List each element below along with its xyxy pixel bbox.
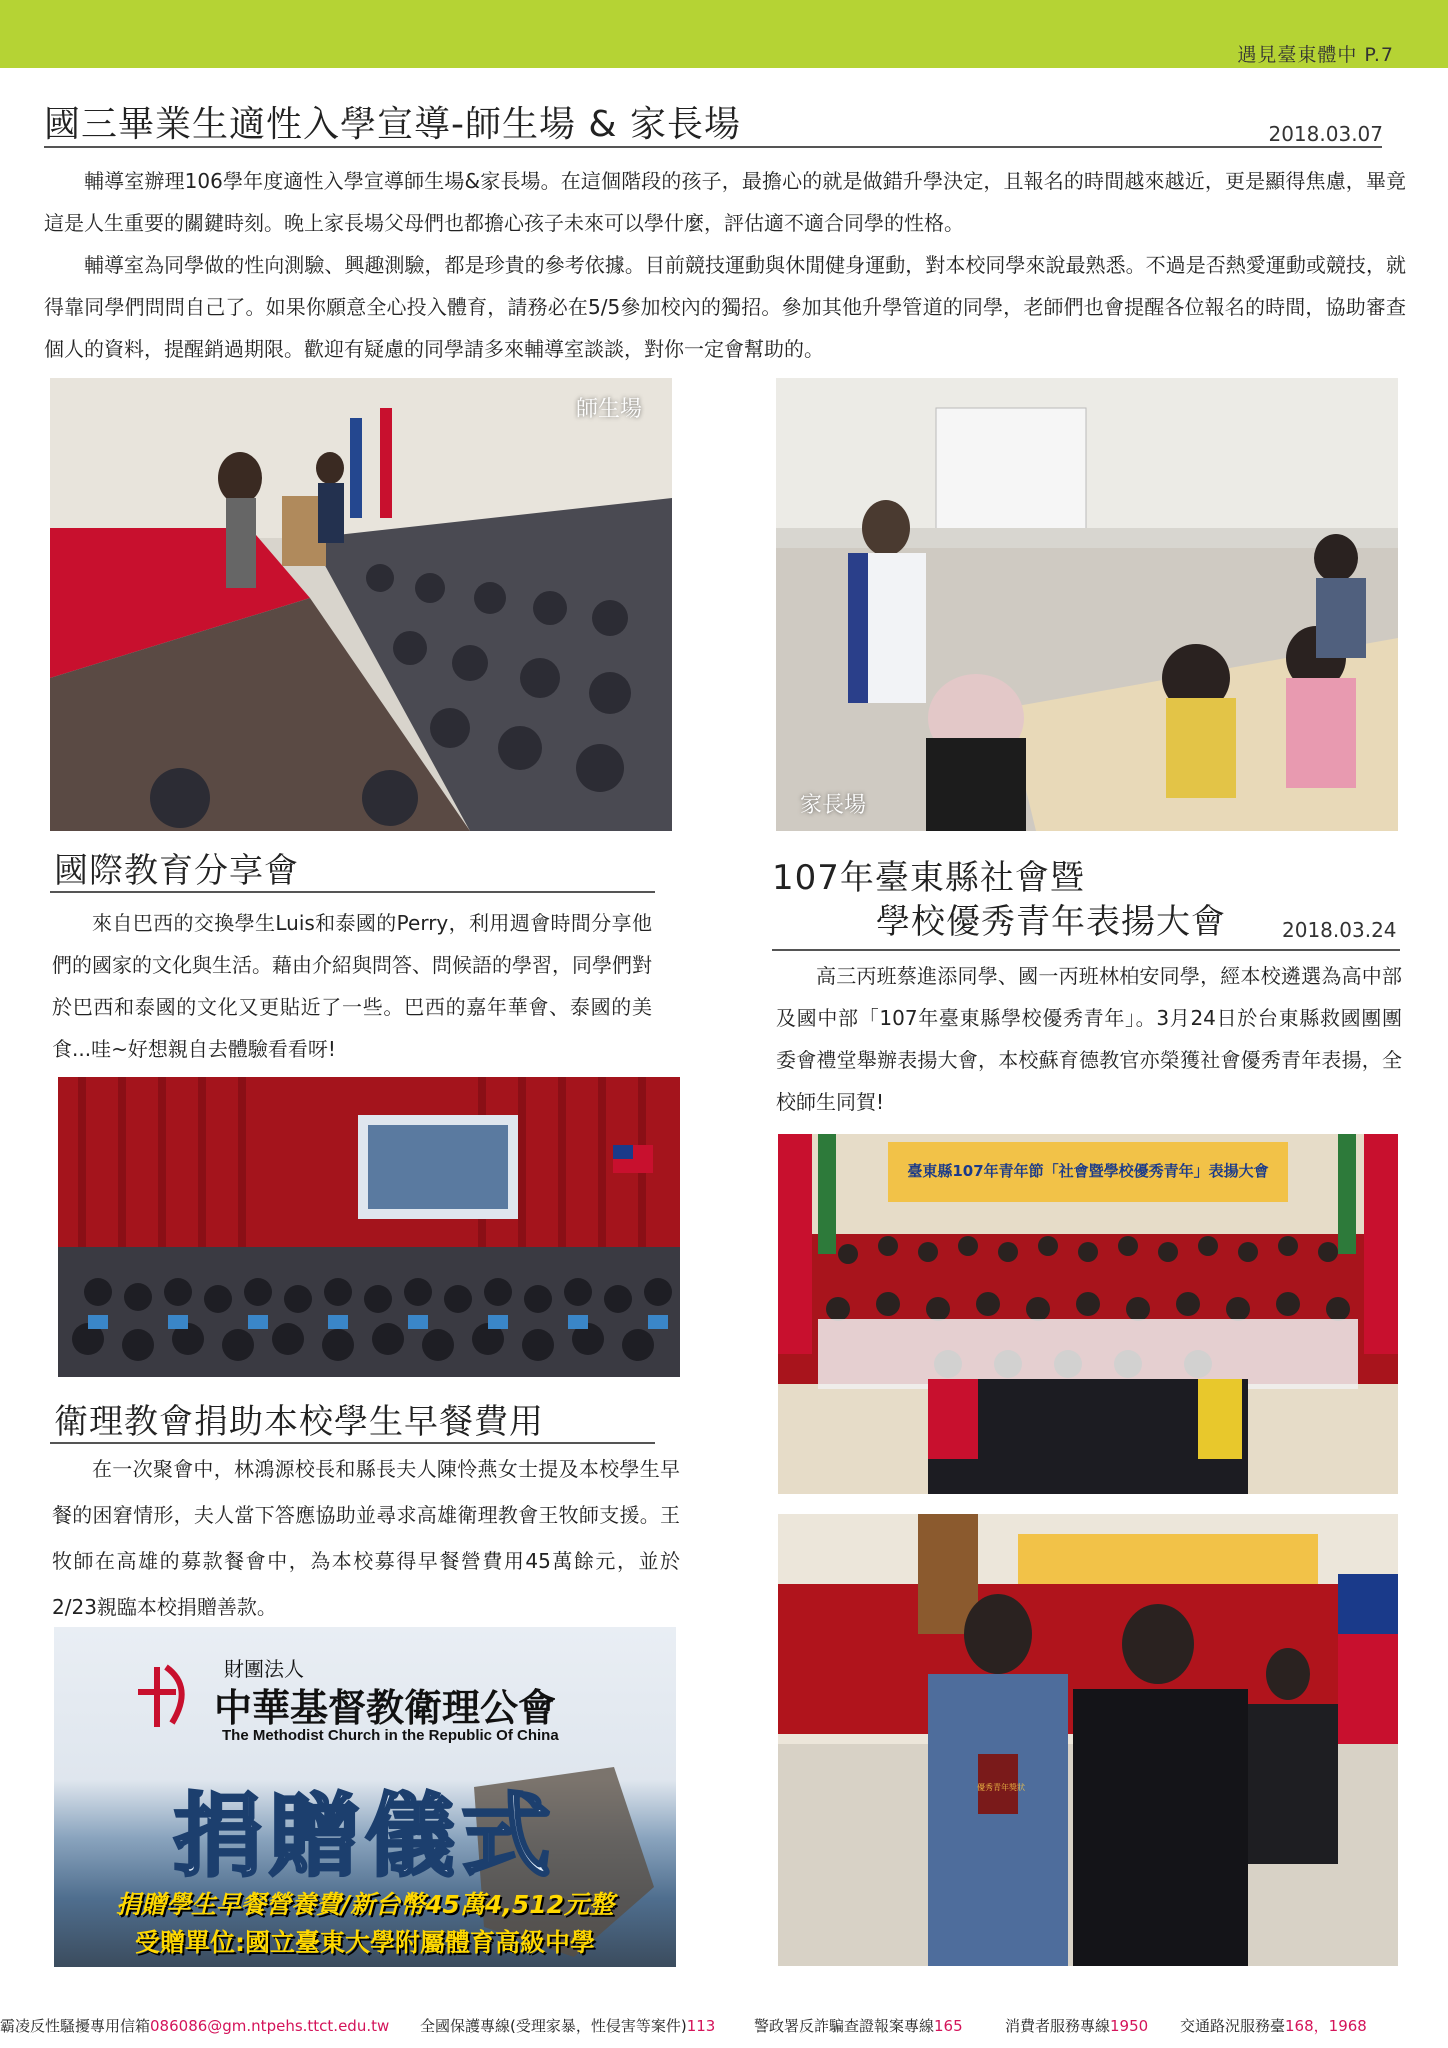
photo-student-session [50,378,672,831]
page-label: 遇見臺東體中 P.7 [1237,44,1394,66]
donation-org-english: The Methodist Church in the Republic Of China [222,1727,559,1744]
footer-hotline-traffic: 交通路況服務臺168，1968 [1180,2017,1367,2035]
main-article-date: 2018.03.07 [1268,122,1383,146]
intl-education-title: 國際教育分享會 [54,851,299,891]
youth-award-body: 高三丙班蔡進添同學、國一丙班林柏安同學，經本校遴選為高中部及國中部「107年臺東縣學校優秀青年」。3月24日於台東縣救國團團委會禮堂舉辦表揚大會，本校蘇育德教官亦榮獲社會優秀青年表揚，全校師生同賀! [776,964,1402,1114]
photo-youth-award-group [778,1134,1398,1494]
donation-recipient-line: 受贈單位:國立臺東大學附屬體育高級中學 [135,1928,595,1957]
top-accent-bar [0,0,1448,68]
intl-education-body: 來自巴西的交換學生Luis和泰國的Perry，利用週會時間分享他們的國家的文化與生活。藉由介紹與問答、問候語的學習，同學們對於巴西和泰國的文化又更貼近了一些。巴西的嘉年華會、泰國的美食...哇~好想親自去體驗看看呀! [52,911,652,1061]
youth-award-divider [772,949,1400,951]
donation-org-name: 中華基督教衛理公會 [214,1686,557,1730]
photo-youth-award-officer [778,1514,1398,1966]
youth-award-banner-text: 臺東縣107年青年節「社會暨學校優秀青年」表揚大會 [907,1162,1269,1180]
donation-amount-line: 捐贈學生早餐營養費/新台幣45萬4,512元整 [116,1890,614,1919]
main-article-title: 國三畢業生適性入學宣導-師生場 & 家長場 [44,104,741,145]
donation-ceremony-banner [54,1627,676,1967]
footer-hotline-fraud: 警政署反詐騙查證報案專線165 [754,2017,963,2035]
footer-hotline-protection: 全國保護專線(受理家暴，性侵害等案件)113 [420,2017,716,2035]
photo-caption-student: 師生場 [575,397,642,422]
photo-intl-assembly [58,1077,680,1377]
breakfast-donation-title: 衛理教會捐助本校學生早餐費用 [54,1402,544,1442]
main-article-paragraph-1: 輔導室辦理106學年度適性入學宣導師生場&家長場。在這個階段的孩子，最擔心的就是做錯升學決定，且報名的時間越來越近，更是顯得焦慮，畢竟這是人生重要的關鍵時刻。晚上家長場父母們也都擔心孩子未來可以學什麼，評估適不適合同學的性格。 [44,169,1406,235]
certificate-text: 優秀青年獎狀 [977,1783,1025,1792]
title-divider [44,146,1382,148]
photo-caption-parent: 家長場 [800,793,867,818]
photo-parent-session [776,378,1398,831]
donation-org-prefix: 財團法人 [224,1657,304,1681]
main-article-paragraph-2: 輔導室為同學做的性向測驗、興趣測驗，都是珍貴的參考依據。目前競技運動與休閒健身運動，對本校同學來說最熟悉。不過是否熱愛運動或競技，就得靠同學們問問自己了。如果你願意全心投入體育，請務必在5/5參加校內的獨招。參加其他升學管道的同學，老師們也會提醒各位報名的時間，協助審查個人的資料，提醒銷過期限。歡迎有疑慮的同學請多來輔導室談談，對你一定會幫助的。 [44,253,1406,361]
youth-award-title-line1: 107年臺東縣社會暨 [772,858,1085,898]
breakfast-donation-body: 在一次聚會中，林鴻源校長和縣長夫人陳怜燕女士提及本校學生早餐的困窘情形，夫人當下答應協助並尋求高雄衛理教會王牧師支援。王牧師在高雄的募款餐會中，為本校募得早餐營費用45萬餘元，並於2/23親臨本校捐贈善款。 [52,1457,680,1619]
youth-award-date: 2018.03.24 [1282,918,1397,942]
footer-hotline-consumer: 消費者服務專線1950 [1005,2017,1149,2035]
intl-education-divider [50,891,655,893]
youth-award-title-line2: 學校優秀青年表揚大會 [876,902,1226,942]
footer-hotline-bullying: 霸凌反性騷擾專用信箱086086@gm.ntpehs.ttct.edu.tw [0,2017,390,2035]
breakfast-donation-divider [50,1442,655,1444]
donation-ceremony-heading: 捐贈儀式 [173,1784,557,1889]
